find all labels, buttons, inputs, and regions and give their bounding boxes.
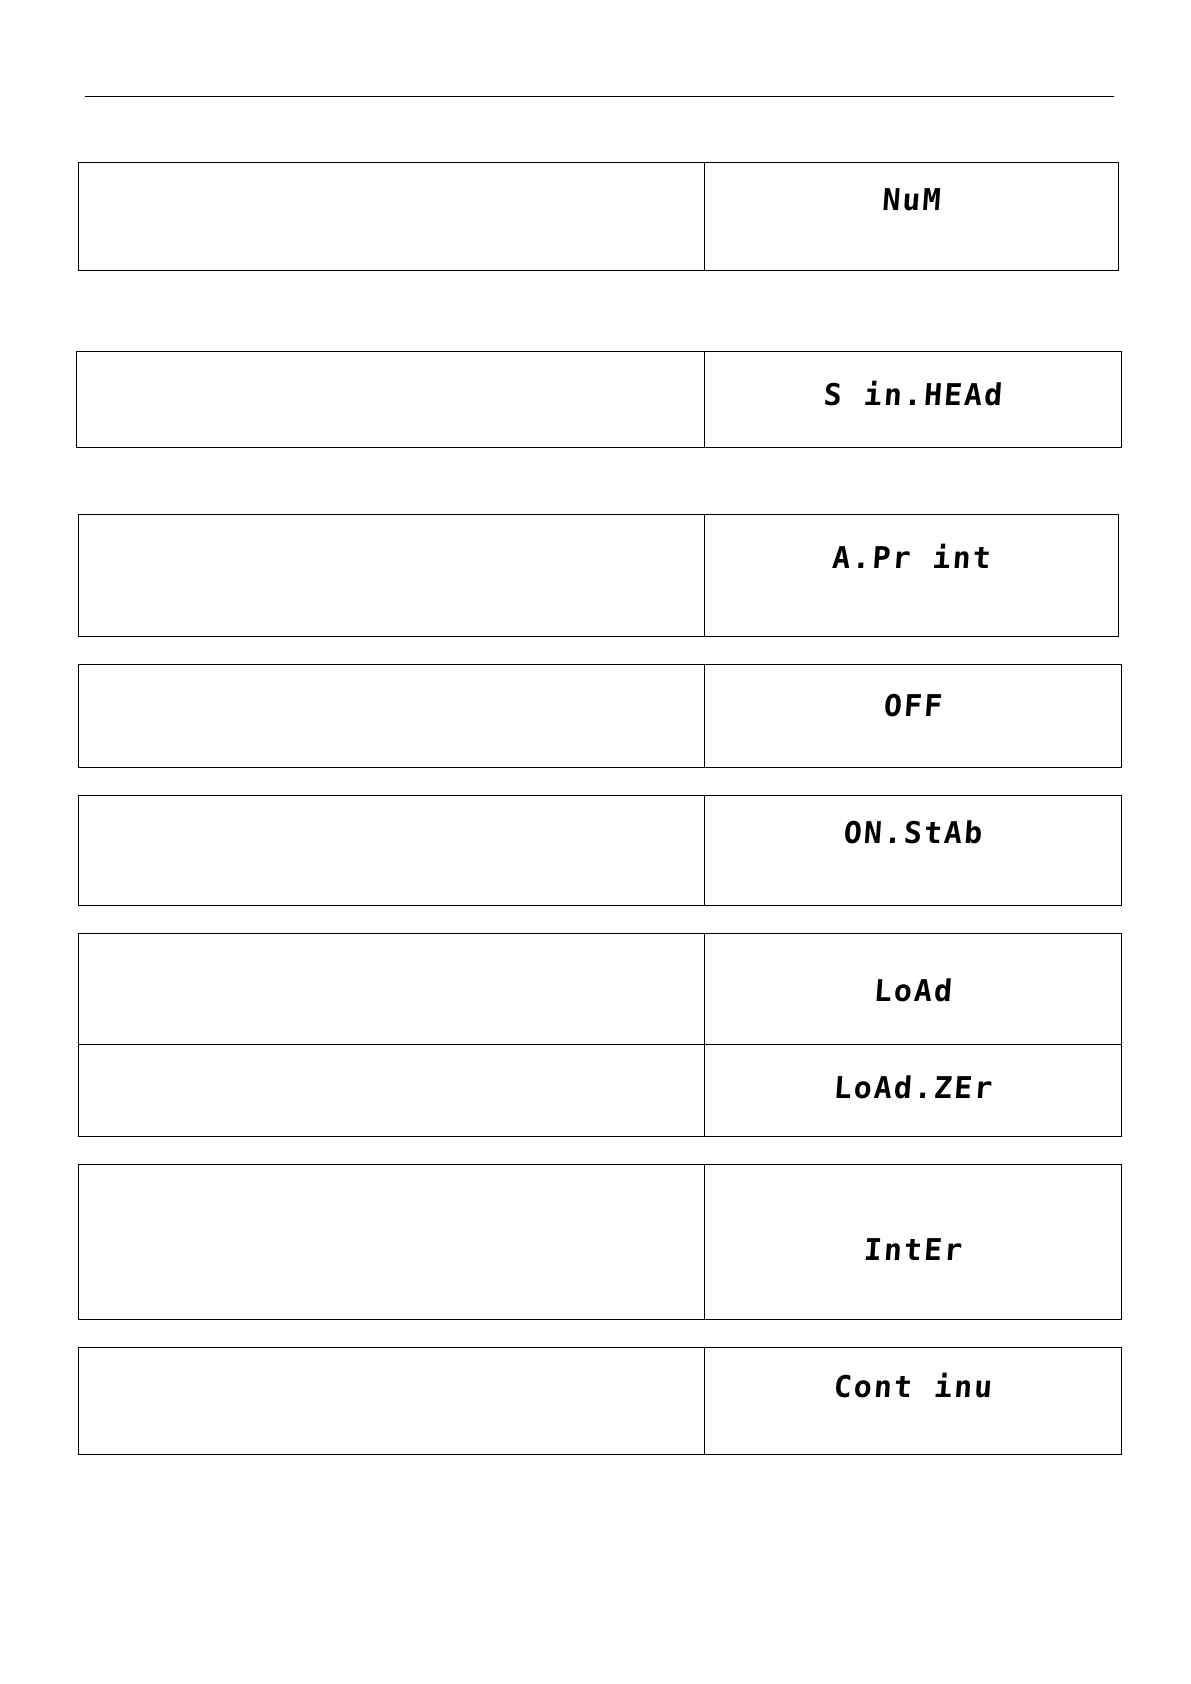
display-code-sin-head: S in.HEAd: [822, 378, 1006, 413]
display-code-a-print: A.Pr int: [831, 541, 994, 576]
display-code-load-zer: LoAd.ZEr: [832, 1071, 996, 1106]
setting-row-num: [78, 162, 1119, 271]
display-code-continu: Cont inu: [832, 1370, 996, 1405]
display-code-inter: IntEr: [862, 1233, 966, 1268]
display-code-on-stab: ON.StAb: [842, 816, 986, 851]
display-code-num: NuM: [881, 183, 944, 218]
setting-row-inter: [78, 1164, 1122, 1320]
display-code-off: OFF: [882, 689, 946, 724]
setting-row-off: [78, 664, 1122, 768]
setting-row-sin-head: [76, 351, 1122, 448]
header-rule: [85, 96, 1114, 97]
setting-row-continu: [78, 1347, 1122, 1455]
display-code-load: LoAd: [872, 974, 956, 1009]
setting-row-load: [78, 933, 1122, 1137]
setting-row-a-print: [78, 514, 1119, 637]
setting-row-on-stab: [78, 795, 1122, 906]
row-divider: [79, 1044, 1121, 1045]
